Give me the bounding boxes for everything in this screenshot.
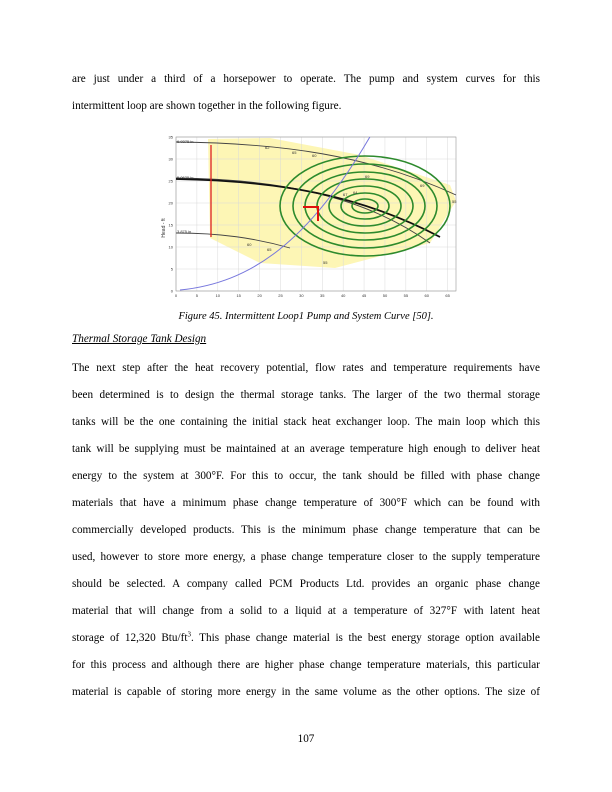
x-tick-label: 30: [299, 293, 304, 298]
x-tick-label: 65: [445, 293, 450, 298]
y-tick-label: 10: [168, 244, 173, 250]
x-tick-label: 10: [215, 293, 221, 298]
intro-line-1: are just under a third of a horsepower to operate. The pump and system curves for this: [72, 73, 540, 85]
x-tick-label: 35: [320, 293, 325, 298]
efficiency-label: 62: [265, 145, 270, 150]
efficiency-label: 64: [353, 190, 358, 195]
body-line: material that will change from a solid to a liquid at a temperature of 327°F with latent heat: [72, 605, 540, 617]
body-line: for this process and although there are higher phase change temperature materials, this particular: [72, 659, 540, 671]
impeller-label: 6.9375 in: [177, 139, 194, 144]
pump-system-curve-chart: [160, 133, 460, 301]
y-tick-label: 0: [170, 288, 173, 294]
intro-line-2: intermittent loop are shown together in the following figure.: [72, 100, 342, 112]
body-line: energy to the system at 300°F. For this to occur, the tank should be filled with phase change: [72, 470, 540, 482]
y-tick-label: 15: [168, 222, 173, 228]
efficiency-label: 67: [343, 192, 348, 197]
body-line: The next step after the heat recovery potential, flow rates and temperature requirements have: [72, 362, 540, 374]
body-paragraph: [72, 355, 540, 706]
body-line: used, however to store more energy, a phase change temperature closer to the supply temperature: [72, 551, 540, 563]
y-tick-label: 20: [168, 200, 173, 206]
impeller-label: 3.875 in: [177, 229, 192, 234]
body-line: been determined is to design the thermal storage tanks. The larger of the two thermal storage: [72, 389, 540, 401]
efficiency-label: 60: [247, 242, 252, 247]
y-tick-labels: [169, 135, 174, 294]
impeller-label: 5.0625 in: [177, 175, 194, 180]
efficiency-label: 60: [312, 153, 317, 158]
body-line: tanks will be the one containing the initial stack heat exchanger loop. The main loop which this: [72, 416, 540, 428]
y-tick-label: 30: [168, 156, 173, 162]
x-tick-label: 5: [195, 293, 199, 298]
body-line: tank will be supplying must be maintained at an average temperature high enough to deliver heat: [72, 443, 540, 455]
x-tick-label: 0: [174, 293, 178, 298]
body-line: should be selected. A company called PCM Products Ltd. provides an organic phase change: [72, 578, 540, 590]
x-tick-label: 50: [382, 293, 388, 298]
body-line-with-superscript: [72, 625, 540, 652]
efficiency-label: 69: [365, 174, 370, 179]
y-tick-label: 35: [168, 134, 173, 140]
body-line: materials that have a minimum phase change temperature of 300°F which can be found with: [72, 497, 540, 509]
x-tick-label: 25: [278, 293, 283, 298]
body-line: material is capable of storing more energy in the same volume as the other options. The size of: [72, 686, 540, 698]
section-heading: Thermal Storage Tank Design: [72, 333, 207, 345]
body-line-part: storage of 12,320 Btu/ft: [72, 632, 188, 644]
efficiency-label: 55: [323, 260, 328, 265]
y-tick-label: 25: [168, 178, 173, 184]
efficiency-label: 69: [420, 183, 425, 188]
page-number: 107: [297, 733, 315, 745]
body-line-part: . This phase change material is the best energy storage option available: [190, 632, 540, 644]
y-axis-label: Head - ft: [161, 218, 167, 238]
x-tick-label: 60: [424, 293, 429, 298]
x-tick-labels: [175, 293, 451, 298]
x-tick-label: 40: [340, 293, 346, 298]
figure-caption: Figure 45. Intermittent Loop1 Pump and System Curve [50].: [178, 311, 434, 322]
efficiency-label: 55: [452, 199, 457, 204]
body-line: commercially developed products. This is the minimum phase change temperature that can be: [72, 524, 540, 536]
superscript: 3: [187, 630, 191, 639]
x-tick-label: 15: [236, 293, 241, 298]
x-tick-label: 55: [403, 293, 409, 298]
efficiency-label: 65: [267, 247, 272, 252]
efficiency-label: 65: [292, 150, 297, 155]
x-tick-label: 45: [361, 293, 367, 298]
x-tick-label: 20: [257, 293, 262, 298]
intro-paragraph: [72, 66, 540, 120]
y-tick-label: 5: [170, 266, 173, 272]
